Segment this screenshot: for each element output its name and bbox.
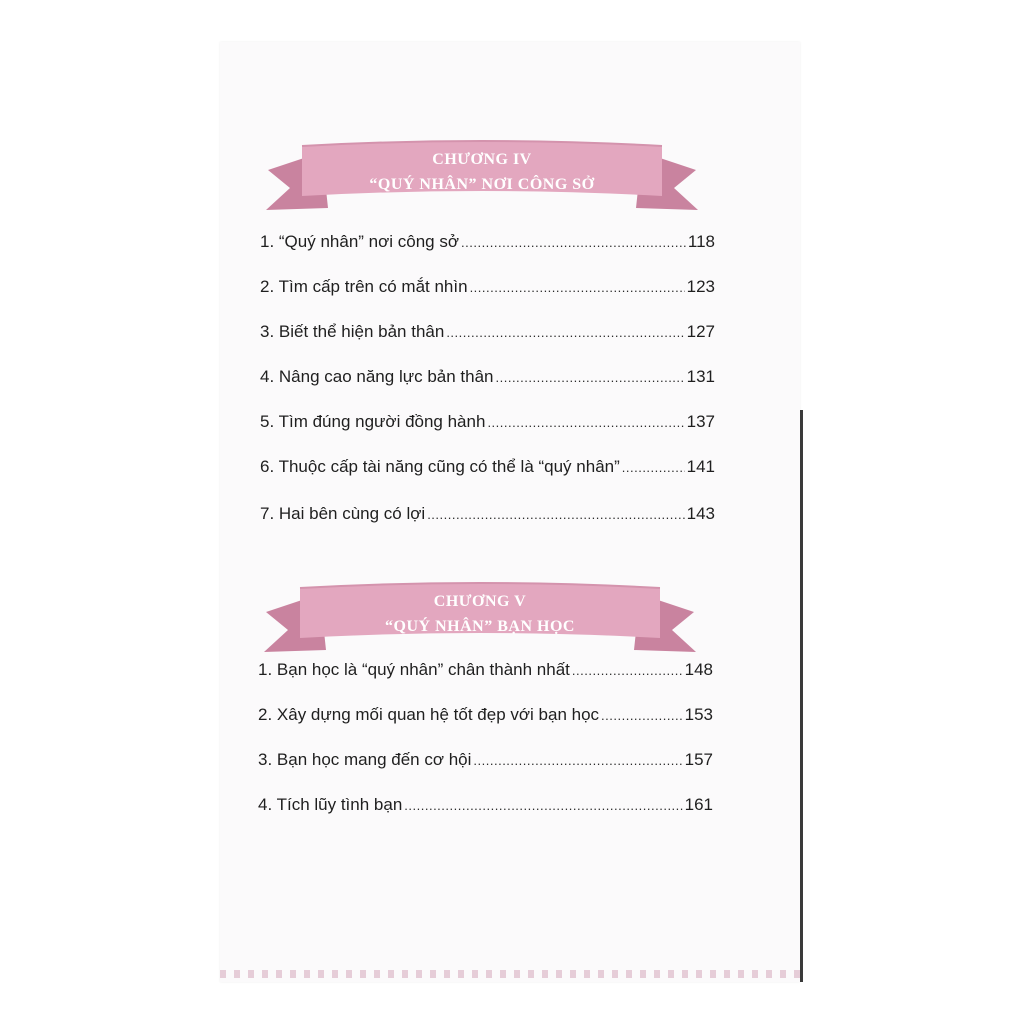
toc-entry-page: 127: [686, 322, 715, 341]
toc-leader-dots: [473, 750, 682, 770]
toc-leader-dots: [470, 277, 685, 297]
toc-entry-title: 2. Xây dựng mối quan hệ tốt đẹp với bạn học: [258, 705, 600, 724]
toc-entry[interactable]: [260, 322, 715, 367]
toc-entry-page: 118: [687, 232, 715, 251]
toc-entry-title: 4. Tích lũy tình bạn: [258, 795, 403, 814]
chapter-title: “QUÝ NHÂN” BẠN HỌC: [385, 618, 575, 635]
toc-entry[interactable]: [260, 504, 715, 549]
toc-entry[interactable]: [260, 457, 715, 502]
toc-leader-dots: [404, 795, 682, 815]
toc-leader-dots: [427, 504, 684, 524]
toc-entry-page: 137: [686, 412, 715, 431]
toc-entry-page: 143: [686, 504, 715, 523]
toc-entry-title: 7. Hai bên cùng có lợi: [260, 504, 426, 523]
toc-entry-title: 3. Bạn học mang đến cơ hội: [258, 750, 472, 769]
toc-entry[interactable]: [260, 412, 715, 457]
decorative-footer-band: [220, 970, 800, 978]
toc-entry[interactable]: [260, 367, 715, 412]
toc-list-chapter-iv: [260, 232, 715, 549]
toc-entry-page: 141: [686, 457, 715, 476]
toc-leader-dots: [622, 457, 685, 477]
toc-entry-page: 148: [684, 660, 713, 679]
toc-entry[interactable]: [258, 795, 713, 840]
toc-entry-page: 123: [686, 277, 715, 296]
toc-entry-title: 6. Thuộc cấp tài năng cũng có thể là “quý nhân”: [260, 457, 620, 476]
toc-entry-page: 153: [684, 705, 713, 724]
toc-leader-dots: [446, 322, 684, 342]
toc-list-chapter-v: [258, 660, 713, 840]
chapter-banner-iv: [262, 140, 702, 220]
toc-entry[interactable]: [260, 277, 715, 322]
book-page: [220, 42, 800, 982]
chapter-banner-v: [260, 582, 700, 662]
toc-entry-page: 157: [684, 750, 713, 769]
toc-entry-title: 3. Biết thể hiện bản thân: [260, 322, 445, 341]
toc-entry[interactable]: [258, 660, 713, 705]
chapter-label: CHƯƠNG V: [433, 593, 527, 610]
chapter-title: “QUÝ NHÂN” NƠI CÔNG SỞ: [369, 176, 595, 193]
toc-entry[interactable]: [258, 705, 713, 750]
toc-entry-title: 4. Nâng cao năng lực bản thân: [260, 367, 494, 386]
toc-entry-title: 1. Bạn học là “quý nhân” chân thành nhất: [258, 660, 570, 679]
toc-entry-title: 1. “Quý nhân” nơi công sở: [260, 232, 460, 251]
toc-entry-page: 131: [686, 367, 715, 386]
chapter-label: CHƯƠNG IV: [432, 151, 532, 168]
toc-entry-title: 5. Tìm đúng người đồng hành: [260, 412, 486, 431]
toc-entry-title: 2. Tìm cấp trên có mắt nhìn: [260, 277, 468, 296]
toc-leader-dots: [496, 367, 685, 387]
toc-leader-dots: [487, 412, 684, 432]
toc-entry[interactable]: [260, 232, 715, 277]
toc-entry-page: 161: [684, 795, 713, 814]
toc-entry[interactable]: [258, 750, 713, 795]
toc-leader-dots: [461, 232, 686, 252]
toc-leader-dots: [601, 705, 683, 725]
toc-leader-dots: [572, 660, 683, 680]
